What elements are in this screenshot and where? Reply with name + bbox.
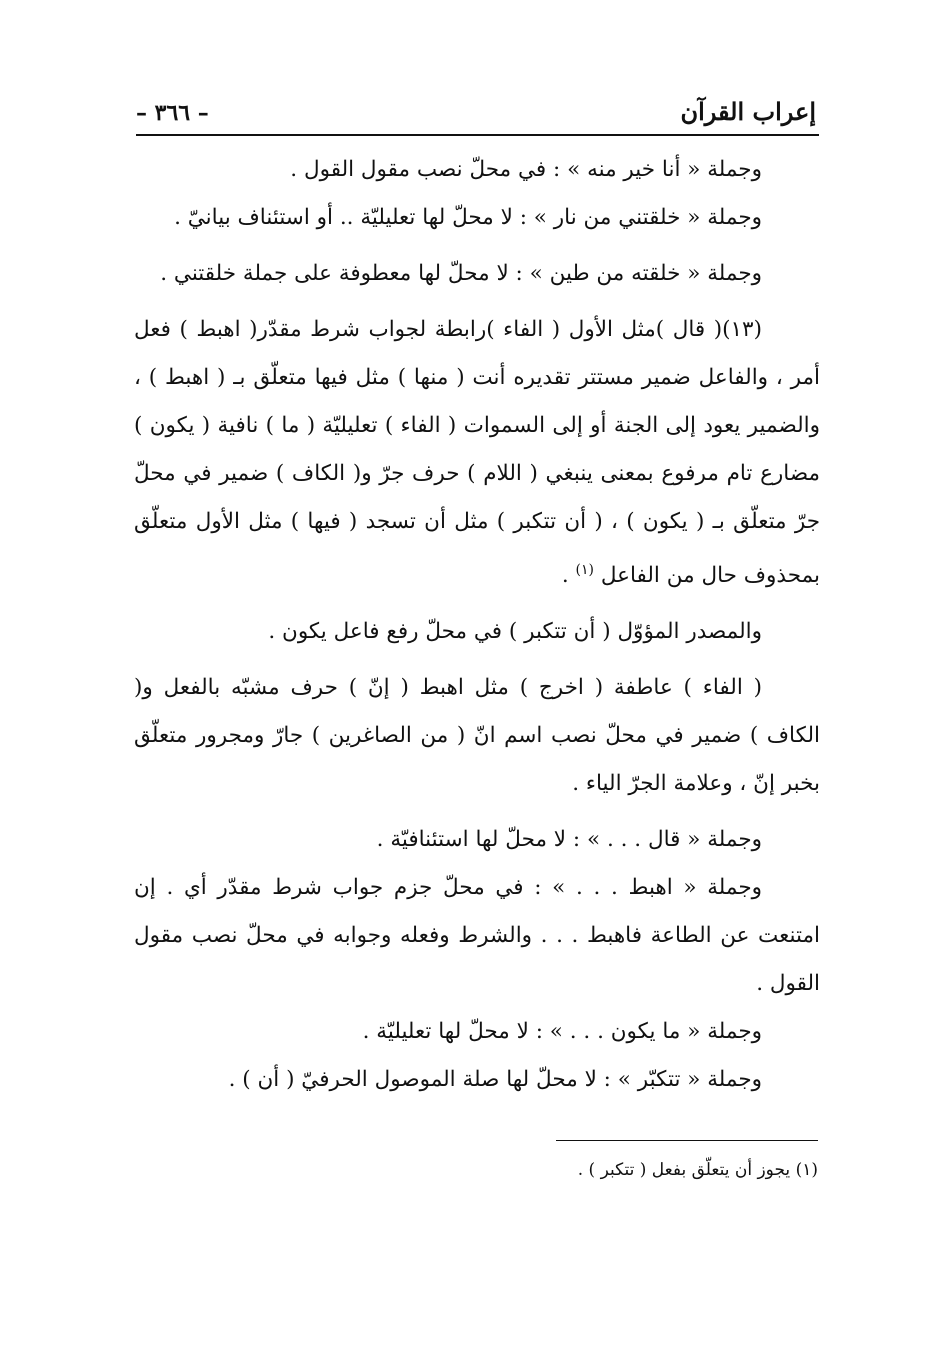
footnote: (١) يجوز أن يتعلّق بفعل ( تتكبر ) . [577,1160,818,1180]
paragraph-text: (١٣)( قال )مثل الأول ( الفاء )رابطة لجواب شرط مقدّر( اهبط ) فعل أمر ، والفاعل ضمير مستتر تقديره أنت ( منها ) مثل فيها متعلّق بـ ( اهبط ) ، والضمير يعود إلى الجنة أو إلى السموات ( الفاء ) تعليليّة ( ما ) نافية ( يكون ) مضارع تام مرفوع بمعنى ينبغي ( اللام ) حرف جرّ و( الكاف ) ضمير في محلّ جرّ متعلّق بـ ( يكون ) ، ( أن تتكبر ) مثل أن تسجد ( فيها ) مثل الأول متعلّق بمحذوف حال من الفاعل [134,317,820,589]
header-rule [136,134,819,136]
paragraph [134,306,820,600]
body-text [134,146,820,1104]
footnote-rule [556,1140,818,1141]
paragraph: وجملة « خلقتني من نار » : لا محلّ لها تعليليّة .. أو استئناف بيانيّ . [174,205,762,230]
running-title: إعراب القرآن [680,97,816,126]
paragraph-end: . [561,563,576,589]
paragraph: وجملة « قال . . . » : لا محلّ لها استئنافيّة . [376,827,762,853]
paragraph: وجملة « ما يكون . . . » : لا محلّ لها تعليليّة . [362,1019,762,1045]
paragraph: وجملة « تتكبّر » : لا محلّ لها صلة الموصول الحرفيّ ( أن ) . [228,1067,762,1093]
page-number: – ٣٦٦ – [136,100,209,126]
paragraph: وجملة « اهبط . . . » : في محلّ جزم جواب شرط مقدّر أي . إن امتنعت عن الطاعة فاهبط . . . والشرط وفعله وجوابه في محلّ نصب مقول القول . [134,875,820,997]
paragraph: ( الفاء ) عاطفة ( اخرج ) مثل اهبط ( إنّ ) حرف مشبّه بالفعل و( الكاف ) ضمير في محلّ نصب اسم انّ ( من الصاغرين ) جارّ ومجرور متعلّق بخبر إنّ ، وعلامة الجرّ الياء . [134,675,820,797]
paragraph: والمصدر المؤوّل ( أن تتكبر ) في محلّ رفع فاعل يكون . [268,619,762,645]
footnote-reference: (١) [575,562,594,578]
paragraph: وجملة « خلقته من طين » : لا محلّ لها معطوفة على جملة خلقتني . [160,261,762,286]
page-header [136,86,816,126]
paragraph: وجملة « أنا خير منه » : في محلّ نصب مقول القول . [290,157,762,182]
